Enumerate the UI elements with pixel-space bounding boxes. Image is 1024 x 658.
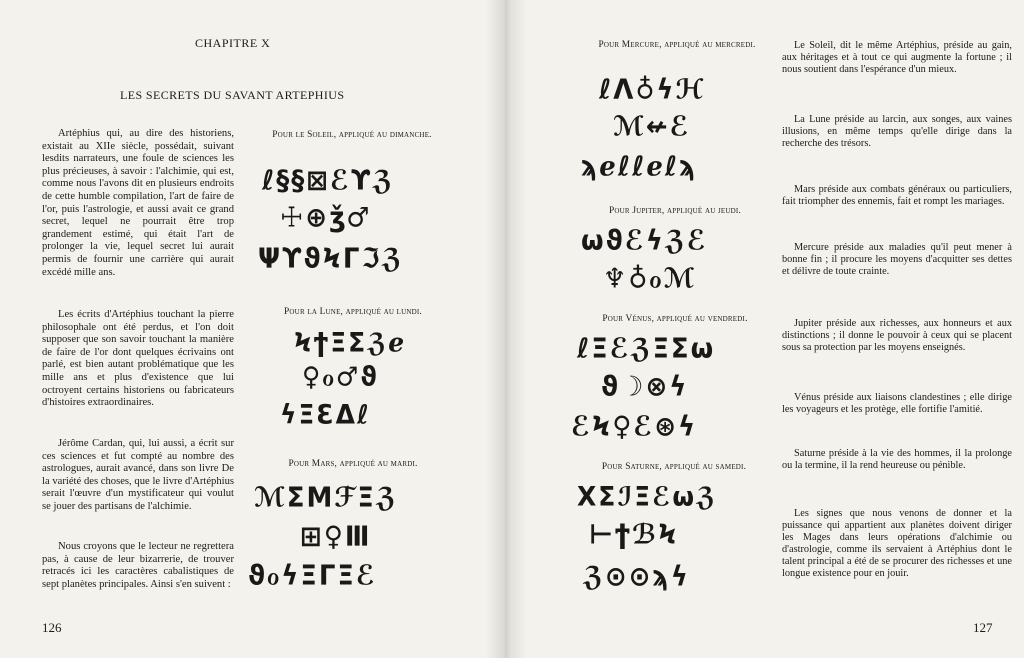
paragraph-soleil xyxy=(782,40,1012,76)
glyph-row-soleil-3: ΨϒϑϞΓℑℨ xyxy=(258,243,404,275)
paragraph-text: Nous croyons que le lecteur ne regrettera pas, à cause de leur bizarrerie, de trouver retracés ici les caractères cabalistiques de sept planètes principales. Ainsi s'en suivent : xyxy=(42,541,234,590)
glyph-row-mars-1: ℳΣMℱΞℨ xyxy=(254,482,398,514)
caption-jupiter: Pour Jupiter, appliqué au jeudi. xyxy=(609,206,741,216)
paragraph-text: Le Soleil, dit le même Artéphius, préside au gain, aux héritages et à tout ce qui augmente la fortune ; il nous soutient dans l'espérance d'un mieux. xyxy=(782,40,1012,75)
paragraph-lune xyxy=(782,114,1012,150)
caption-mercure: Pour Mercure, appliqué au mercredi. xyxy=(598,40,756,50)
left-page xyxy=(0,0,505,658)
glyph-row-lune-3: ϟΞƐΔℓ xyxy=(280,399,371,430)
paragraph-text: Jupiter préside aux richesses, aux honneurs et aux distinctions ; il donne le pouvoir à ceux qui se placent sous sa protection par les moyens enseignés. xyxy=(782,318,1012,353)
glyph-row-saturne-2: ⊢ϯℬϞ xyxy=(589,519,679,551)
right-page xyxy=(517,0,1024,658)
caption-saturne: Pour Saturne, appliqué au samedi. xyxy=(601,462,747,472)
glyph-row-soleil-2: ☩⊕ǯ♂ xyxy=(280,202,372,234)
paragraph-mercure xyxy=(782,242,1012,278)
paragraph-text: Jérôme Cardan, qui, lui aussi, a écrit sur ces sciences et fut compté au nombre des astrologues, aurait avancé, dans son livre De la variété des choses, que le livre d'Artéphius serait l'œuvre d'un mystificateur qui voulut se jouer des partisans de l'alchimie. xyxy=(42,438,234,512)
caption-lune: Pour la Lune, appliqué au lundi. xyxy=(284,307,422,317)
glyph-row-lune-2: ♀ℴ♂ϑ xyxy=(302,361,379,392)
caption-venus: Pour Vénus, appliqué au vendredi. xyxy=(602,314,748,324)
caption-mars: Pour Mars, appliqué au mardi. xyxy=(288,459,418,469)
paragraph-ecrits xyxy=(42,309,234,410)
glyph-row-mars-3: ϑℴϟΞΓΞℰ xyxy=(248,560,377,592)
glyph-row-mercure-2: ℳ↚ℰ xyxy=(613,111,691,143)
glyph-row-jupiter-1: ωϑℰϟℨℰ xyxy=(581,225,708,257)
paragraph-text: La Lune préside au larcin, aux songes, aux vaines illusions, en même temps qu'elle dirige dans la recherche des trésors. xyxy=(782,114,1012,149)
page-number-left: 126 xyxy=(42,620,62,635)
paragraph-mars xyxy=(782,184,1012,208)
glyph-row-mercure-3: ϡℯℓℓℯℓϡ xyxy=(581,151,698,183)
glyph-row-soleil-1: ℓ§§⊠ℰϒℨ xyxy=(262,165,395,197)
paragraph-text: Saturne préside à la vie des hommes, il la prolonge ou la termine, il la rend heureuse ou pénible. xyxy=(782,448,1012,471)
paragraph-venus xyxy=(782,392,1012,416)
paragraph-jupiter xyxy=(782,318,1012,354)
paragraph-text: Mercure préside aux maladies qu'il peut mener à bonne fin ; il procure les moyens d'acquitter ses dettes et délivre de toute crainte. xyxy=(782,242,1012,277)
paragraph-text: Mars préside aux combats généraux ou particuliers, fait triompher des ennemis, fait et rompt les mariages. xyxy=(782,184,1012,207)
glyph-row-venus-3: ℰϞ♀ℰ⊛ϟ xyxy=(571,411,698,443)
glyph-row-jupiter-2: ♆♁ℴℳ xyxy=(603,263,697,295)
caption-soleil: Pour le Soleil, appliqué au dimanche. xyxy=(272,130,432,140)
glyph-row-mercure-1: ℓΛ♁ϟℋ xyxy=(599,74,706,106)
glyph-row-venus-2: ϑ☽⊗ϟ xyxy=(601,371,689,403)
paragraph-text: Artéphius qui, au dire des historiens, existait au XIIe siècle, possédait, suivant lesdits narrateurs, une foule de sciences les plus précieuses, à savoir : l'alchimie, qui est, comme nous l'avons dit en plusieurs endroits de cette humble compilation, l'art de faire de l'or, puis l'astrologie, et aussi avait ce grand secret, lequel ne pourrait être trop grandement estimé, qui était l'art de prolonger la vie, lequel secret lui aurait permis de fournir une carrière qui aurait excédé mille ans. xyxy=(42,128,234,278)
glyph-row-lune-1: ϞϯΞΣℨℯ xyxy=(294,327,407,358)
chapter-heading: CHAPITRE X xyxy=(195,36,271,50)
paragraph-saturne xyxy=(782,448,1012,472)
paragraph-artephius xyxy=(42,128,234,279)
glyph-row-venus-1: ℓΞℰℨΞΣω xyxy=(577,333,716,365)
page-number-right: 127 xyxy=(973,620,993,635)
glyph-row-saturne-3: ℨ⊙⊙ϡϟ xyxy=(583,561,690,593)
paragraph-text: Vénus préside aux liaisons clandestines ; elle dirige les voyageurs et les protège, elle fortifie l'amitié. xyxy=(782,392,1012,415)
glyph-row-saturne-1: ΧΣℐΞℰωℨ xyxy=(577,481,718,512)
paragraph-signes xyxy=(782,508,1012,580)
paragraph-cardan xyxy=(42,438,234,514)
paragraph-text: Les signes que nous venons de donner et la puissance qui appartient aux planètes doivent diriger les Mages dans leurs opérations d'alchimie ou d'astrologie, comme ils servaient à Artéphius dont le talent principal a été de se procurer des richesses et une longue existence pour en jouir. xyxy=(782,508,1012,579)
chapter-title: LES SECRETS DU SAVANT ARTEPHIUS xyxy=(120,88,345,102)
paragraph-text: Les écrits d'Artéphius touchant la pierre philosophale ont été perdus, et l'on doit supposer que son savoir touchant la manière de faire de l'or dont quelques écrivains ont parlé, est bien autant problématique que les mille ans et plus d'existence que lui octroyent certains historiens ou fabricateurs d'histoires extraordinaires. xyxy=(42,309,234,409)
paragraph-lecteur xyxy=(42,541,234,591)
glyph-row-mars-2: ⊞♀Ⅲ xyxy=(300,521,372,553)
